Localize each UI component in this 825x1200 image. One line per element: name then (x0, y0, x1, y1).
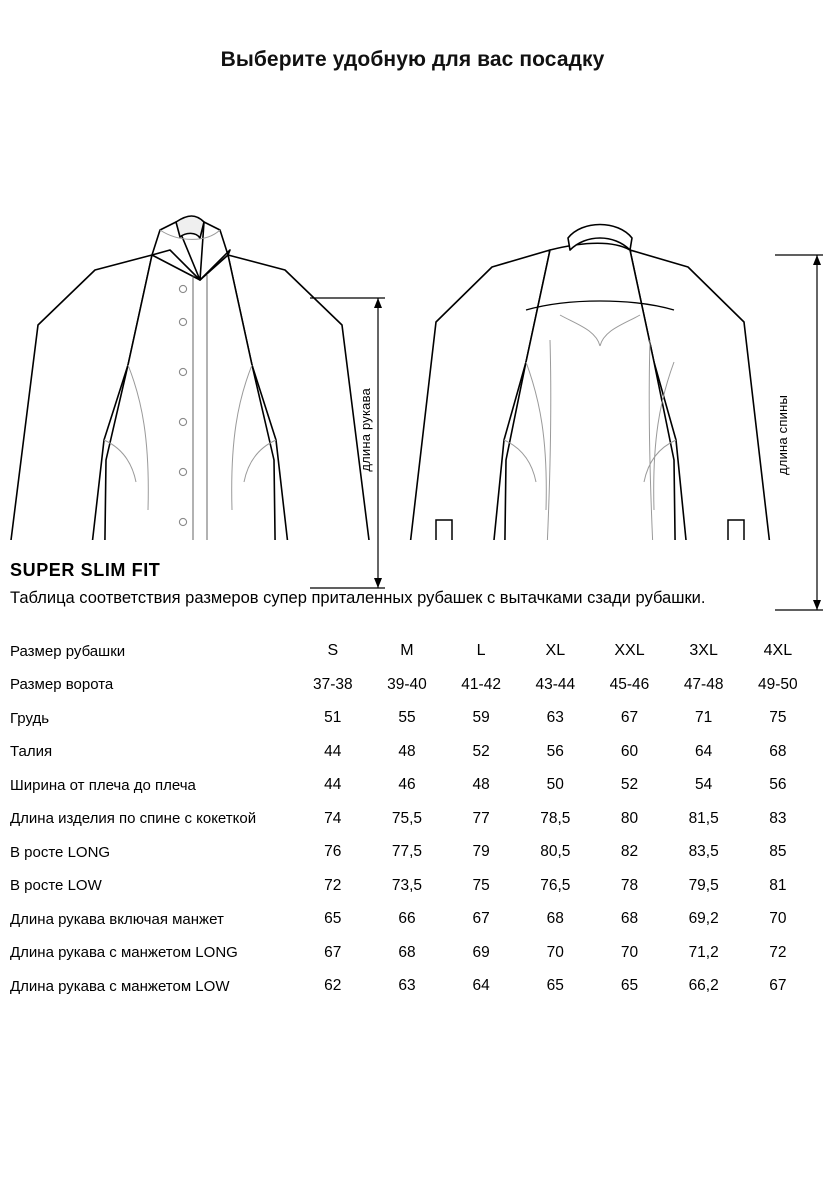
back-dimension-label-wrap (772, 380, 792, 490)
row-value: 65 (324, 910, 342, 928)
row-value: 77 (472, 809, 490, 827)
row-value: 65 (546, 977, 564, 995)
row-value: 51 (324, 709, 342, 727)
row-value: 67 (769, 977, 787, 995)
row-value: 69,2 (688, 910, 719, 928)
sleeve-length-label: длина рукава (357, 388, 373, 472)
row-value: 47-48 (683, 675, 724, 693)
row-value: 83,5 (688, 843, 719, 861)
row-value: 64 (472, 977, 490, 995)
row-label: Ширина от плеча до плеча (10, 776, 196, 794)
row-value: 75 (769, 709, 787, 727)
row-value: 52 (472, 742, 490, 760)
row-value: 74 (324, 809, 342, 827)
row-value: 49-50 (758, 675, 798, 693)
row-value: 65 (620, 977, 639, 995)
row-value: 68 (546, 910, 564, 928)
row-value: 44 (324, 742, 342, 760)
row-value: 80,5 (540, 843, 571, 861)
table-col-header: S (327, 642, 339, 660)
row-value: 37-38 (312, 675, 353, 693)
row-value: 69 (472, 943, 490, 961)
row-label: В росте LOW (10, 877, 102, 895)
row-value: 82 (620, 843, 639, 861)
row-value: 66 (398, 910, 416, 928)
table-row (10, 936, 815, 970)
row-value: 81 (769, 876, 787, 894)
row-value: 67 (324, 943, 342, 961)
table-col-header: M (400, 642, 414, 660)
row-value: 56 (769, 776, 787, 794)
row-value: 85 (769, 843, 787, 861)
table-row (10, 668, 815, 702)
row-value: 46 (398, 776, 416, 794)
row-value: 72 (769, 943, 787, 961)
row-value: 78 (620, 876, 639, 894)
row-value: 78,5 (540, 809, 571, 827)
size-table (10, 634, 815, 1003)
table-header-row (10, 634, 815, 668)
row-value: 68 (620, 910, 639, 928)
row-value: 70 (620, 943, 639, 961)
row-value: 67 (620, 709, 639, 727)
row-value: 60 (620, 742, 639, 760)
table-row (10, 969, 815, 1003)
row-value: 48 (398, 742, 416, 760)
table-header-label: Размер рубашки (10, 642, 126, 660)
page-title: Выберите удобную для вас посадку (220, 48, 605, 71)
row-label: Длина рукава с манжетом LONG (10, 944, 238, 962)
row-value: 45-46 (609, 675, 650, 693)
row-value: 52 (620, 776, 639, 794)
row-label: Длина рукава с манжетом LOW (10, 977, 230, 995)
row-value: 64 (695, 742, 713, 760)
row-label: В росте LONG (10, 843, 111, 861)
row-value: 54 (695, 776, 713, 794)
row-value: 67 (472, 910, 490, 928)
row-value: 75,5 (391, 809, 423, 827)
fit-heading: SUPER SLIM FIT (10, 560, 161, 580)
table-row (10, 701, 815, 735)
row-value: 43-44 (535, 675, 576, 693)
row-value: 63 (398, 977, 416, 995)
row-value: 70 (769, 910, 787, 928)
row-value: 76 (324, 843, 342, 861)
table-col-header: L (476, 642, 486, 660)
row-value: 41-42 (461, 675, 501, 693)
row-value: 50 (546, 776, 564, 794)
row-value: 72 (324, 876, 342, 894)
row-value: 79,5 (688, 876, 719, 894)
table-col-header: XL (545, 642, 566, 660)
row-value: 81,5 (688, 809, 719, 827)
row-value: 39-40 (387, 675, 427, 693)
row-value: 80 (620, 809, 639, 827)
row-value: 77,5 (391, 843, 423, 861)
row-value: 55 (398, 709, 416, 727)
table-row (10, 735, 815, 769)
fit-description: Таблица соответствия размеров супер приталенных рубашек с вытачками сзади рубашки. (10, 589, 706, 607)
front-dimension-label-wrap (355, 370, 375, 490)
back-shirt-illustration (400, 110, 800, 540)
row-label: Длина изделия по спине с кокеткой (10, 810, 257, 828)
row-label: Размер ворота (10, 676, 114, 694)
row-value: 73,5 (391, 876, 423, 894)
row-value: 66,2 (688, 977, 719, 995)
table-row (10, 869, 815, 903)
table-col-header: 3XL (689, 642, 718, 660)
row-value: 56 (546, 742, 564, 760)
row-value: 59 (472, 709, 490, 727)
row-value: 76,5 (540, 876, 571, 894)
table-row (10, 802, 815, 836)
row-value: 62 (324, 977, 342, 995)
row-value: 70 (546, 943, 564, 961)
table-row (10, 768, 815, 802)
row-value: 83 (769, 809, 787, 827)
shirt-illustrations (0, 90, 825, 560)
row-label: Длина рукава включая манжет (10, 910, 224, 928)
back-length-label: длина спины (774, 395, 790, 475)
row-value: 71,2 (688, 943, 719, 961)
row-label: Талия (10, 743, 53, 761)
table-row (10, 835, 815, 869)
row-value: 68 (769, 742, 787, 760)
table-col-header: 4XL (763, 642, 793, 660)
row-value: 63 (546, 709, 564, 727)
front-dimension-arrow (305, 270, 395, 600)
row-value: 79 (472, 843, 490, 861)
row-value: 68 (398, 943, 416, 961)
row-value: 71 (695, 709, 713, 727)
row-value: 44 (324, 776, 342, 794)
row-value: 48 (472, 776, 490, 794)
table-col-header: XXL (614, 642, 645, 660)
table-row (10, 902, 815, 936)
row-value: 75 (472, 876, 490, 894)
row-label: Грудь (10, 709, 50, 727)
